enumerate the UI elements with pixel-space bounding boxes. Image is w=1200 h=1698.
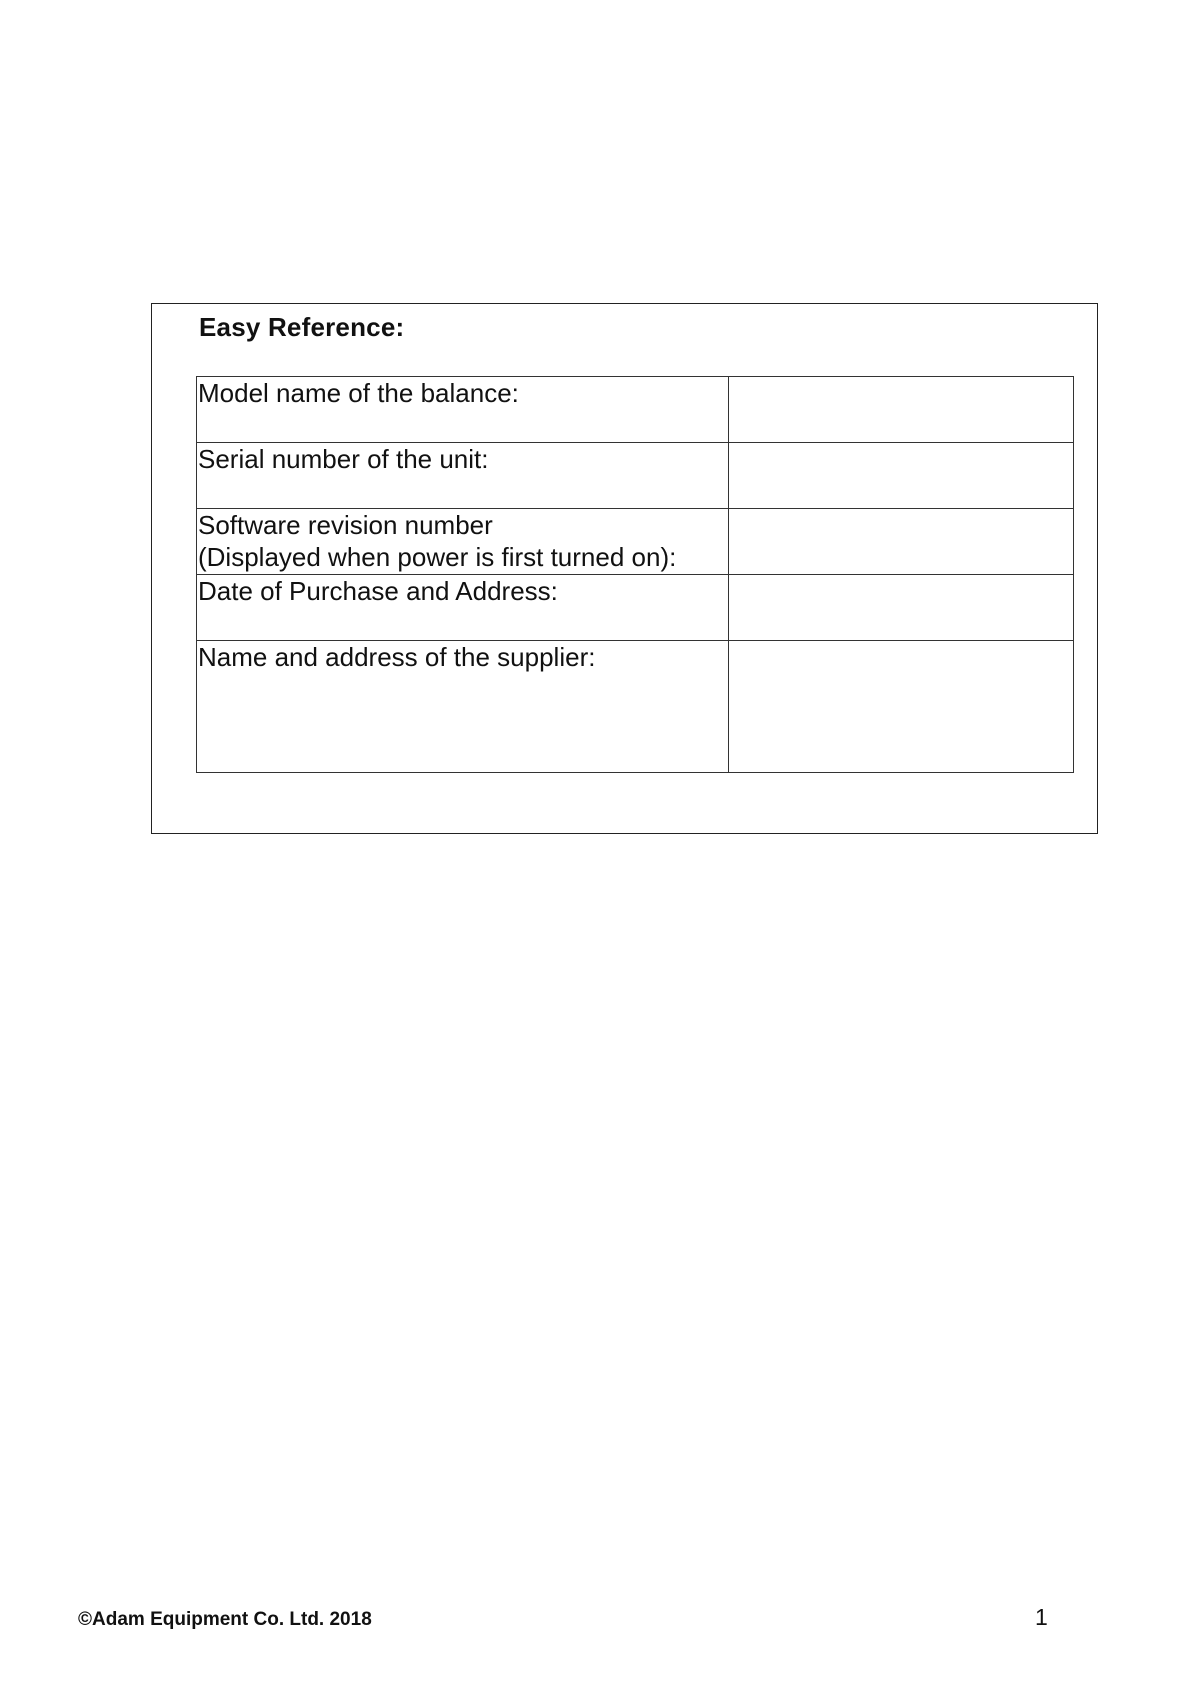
page-number: 1 [1035, 1604, 1048, 1630]
serial-number-label: Serial number of the unit: [197, 443, 729, 509]
software-revision-label [197, 509, 729, 575]
model-name-label: Model name of the balance: [197, 377, 729, 443]
supplier-label: Name and address of the supplier: [197, 641, 729, 773]
software-revision-value [729, 509, 1074, 575]
table-row [197, 575, 1074, 641]
software-revision-label-line1: Software revision number [198, 510, 493, 540]
easy-reference-box [151, 303, 1098, 834]
table-row [197, 509, 1074, 575]
table-row [197, 641, 1074, 773]
reference-table [196, 376, 1074, 773]
model-name-value [729, 377, 1074, 443]
purchase-date-label: Date of Purchase and Address: [197, 575, 729, 641]
table-row [197, 443, 1074, 509]
supplier-value [729, 641, 1074, 773]
software-revision-label-line2: (Displayed when power is first turned on): [198, 542, 677, 572]
table-row [197, 377, 1074, 443]
easy-reference-title: Easy Reference: [199, 312, 405, 342]
serial-number-value [729, 443, 1074, 509]
purchase-date-value [729, 575, 1074, 641]
footer-copyright: ©Adam Equipment Co. Ltd. 2018 [78, 1609, 372, 1630]
